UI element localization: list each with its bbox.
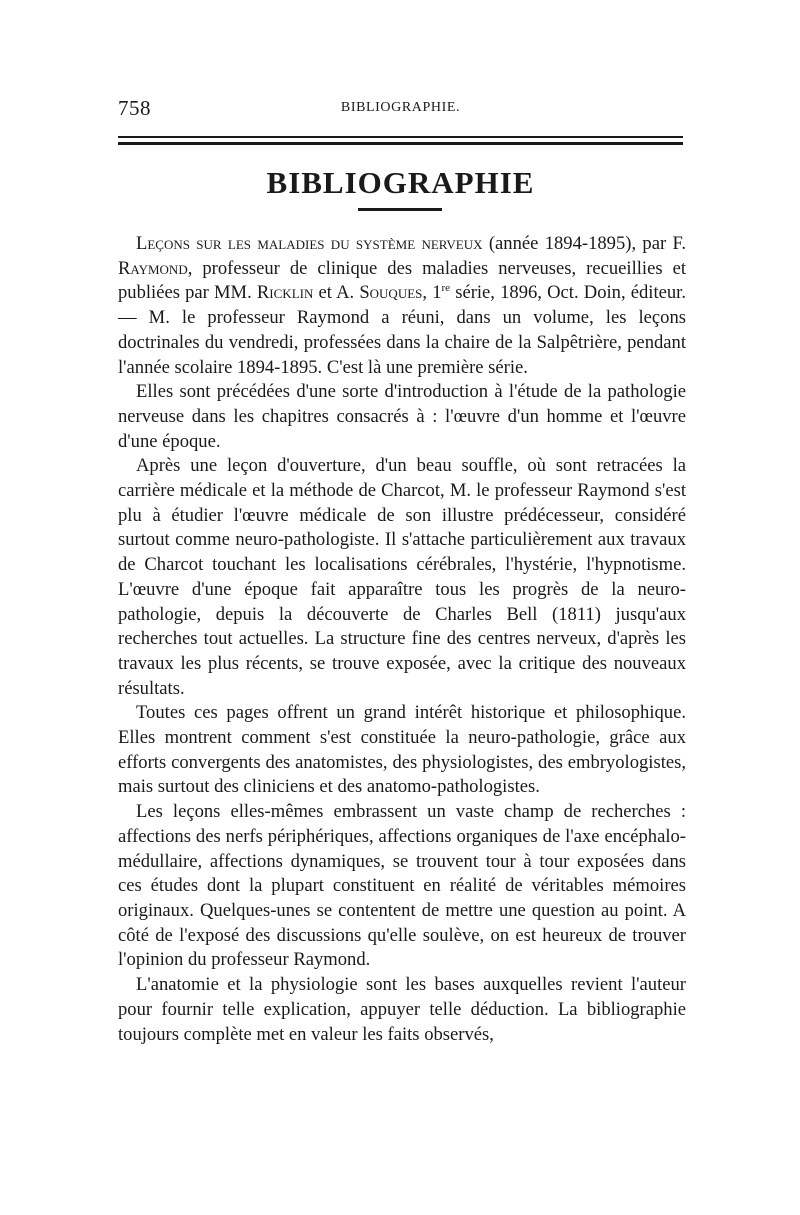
running-head bbox=[118, 96, 683, 120]
editor-and: et A. bbox=[313, 282, 360, 304]
entry-paragraph bbox=[118, 232, 686, 380]
author-name: Raymond bbox=[118, 257, 188, 279]
paragraph: Les leçons elles-mêmes embrassent un vaste champ de recherches : affections des nerfs périphériques, affections organiques de l'axe encéphalo-médullaire, affections dynamiques, se trouvent tour à tour exposées dans ces études dont la plupart constituent en réalité de véritables mémoires originaux. Quelques-unes se contentent de mettre une question au point. A côté de l'exposé des discussions qu'elle soulève, on est heureux de trouver l'opinion du professeur Raymond. bbox=[118, 801, 686, 971]
series-rest: série, 1896, Oct. Doin, éditeur. — M. le professeur Raymond a réuni, dans un volume, les leçons doctrinales du vendredi, professées dans la chaire de la Salpêtrière, pendant l'année scolaire 1894-1895. C'est là une première série. bbox=[118, 282, 687, 378]
series-prefix: , 1 bbox=[422, 282, 442, 304]
title-underline bbox=[358, 208, 442, 211]
paragraph: Après une leçon d'ouverture, d'un beau souffle, où sont retracées la carrière médicale et la méthode de Charcot, M. le professeur Raymond s'est plu à étudier l'œuvre médicale de son illustre prédécesseur, considéré surtout comme neuro-pathologiste. Il s'attache particulièrement aux travaux de Charcot touchant les localisations cérébrales, l'hystérie, l'hypnotisme. L'œuvre d'une époque fait apparaître tous les progrès de la neuro-pathologie, depuis la découverte de Charles Bell (1811) jusqu'aux recherches tout actuelles. La structure fine des centres nerveux, d'après les travaux les plus récents, se trouve exposée, avec la critique des nouveaux résultats. bbox=[118, 455, 686, 699]
header-double-rule bbox=[118, 136, 683, 145]
paragraph: Toutes ces pages offrent un grand intérêt historique et philosophique. Elles montrent comment s'est constituée la neuro-pathologie, grâce aux efforts convergents des anatomistes, des physiologistes, des embryologistes, mais surtout des cliniciens et des anatomo-pathologistes. bbox=[118, 702, 686, 798]
body-text bbox=[118, 232, 686, 1047]
editor-name-1: Ricklin bbox=[256, 282, 314, 304]
running-title: BIBLIOGRAPHIE. bbox=[340, 100, 461, 115]
series-superscript: re bbox=[441, 282, 451, 295]
section-title: BIBLIOGRAPHIE bbox=[266, 165, 535, 200]
page-number: 758 bbox=[118, 96, 151, 120]
book-title-rest: (année 1894-1895), par F. bbox=[482, 233, 686, 254]
paragraph: Elles sont précédées d'une sorte d'introduction à l'étude de la pathologie nerveuse dans les chapitres consacrés à : l'œuvre d'un homme et l'œuvre d'une époque. bbox=[118, 381, 686, 452]
paragraph: L'anatomie et la physiologie sont les bases auxquelles revient l'auteur pour fournir telle explication, appuyer telle déduction. La bibliographie toujours complète met en valeur les faits observés, bbox=[118, 974, 686, 1045]
book-title: Leçons sur les maladies du système nerveux bbox=[136, 233, 483, 254]
author-rest: , professeur de clinique des maladies nerveuses, recueillies et publiées par MM. bbox=[118, 257, 686, 304]
editor-name-2: Souques bbox=[359, 282, 423, 304]
